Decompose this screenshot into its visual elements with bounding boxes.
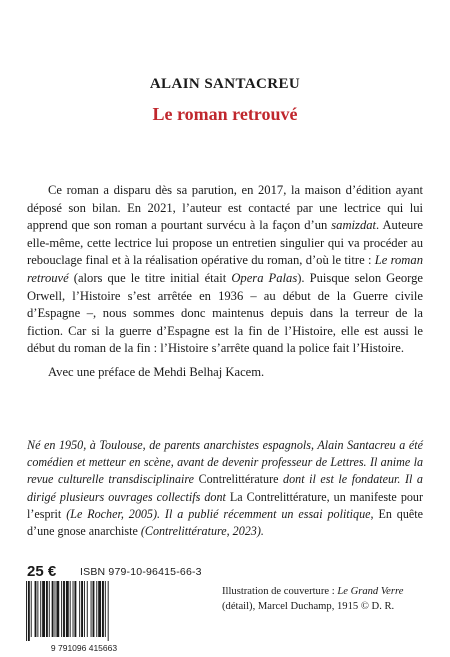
barcode-bar [79,581,80,637]
barcode-digits: 9 791096 415663 [50,643,118,653]
barcode-bar [84,581,85,637]
preface-line: Avec une préface de Mehdi Belhaj Kacem. [48,364,265,379]
author-name: ALAIN SANTACREU [149,76,301,92]
barcode-bar [56,581,59,637]
barcode-bar [81,581,83,637]
barcode-bar [98,581,101,637]
barcode-bar [102,581,104,637]
author-bio [27,437,423,540]
barcode-bar [35,581,37,637]
summary-span: Ce roman a disparu dès sa parution, en 2017, la maison d’édition ayant déposé son bilan. En 2021, l’auteur est contacté par une lectrice qui lui apprend que son roman a pourtant survécu à la façon d’un [27,183,423,233]
credit-span: Illustration de couverture : [222,586,338,597]
bio-span: dont il est le fondateur. Il a dirigé plusieurs ouvrages collectifs dont [27,472,423,504]
barcode-bar [93,581,95,637]
credit-work-italic: Le Grand Verre [337,586,404,597]
barcode-bar [73,581,74,637]
barcode-bar [66,581,69,637]
summary-text [27,182,423,382]
title-italic: Le roman retrouvé [27,253,423,285]
barcode-bar [26,581,27,641]
barcode-bar [28,581,30,641]
barcode-bar [74,581,76,637]
opera-palas-italic: Opera Palas [231,270,298,285]
barcode [18,579,150,653]
summary-span: . Auteure elle-même, cette lectrice lui propose un entretien singulier qui va procéder au rebouclage final et à la réalisation opérative du roman, d’où le titre : [27,218,424,268]
bio-span: En quête d’une gnose anarchiste [27,506,423,539]
barcode-bar [52,581,54,637]
bio-span: Contrelittérature [198,472,279,487]
barcode-bar [61,581,62,637]
barcode-bar [31,581,32,637]
barcode-bar [37,581,38,637]
bio-span: Né en 1950, à Toulouse, de parents anarchistes espagnols, Alain Santacreu a été comédien et metteur en scène, avant de devenir professeur de Lettres. Il anime la revue culturelle transdisciplinaire [27,438,423,487]
price-label: 25 € [27,563,57,580]
credit-span: (détail), Marcel Duchamp, 1915 © D. R. [222,600,395,612]
barcode-graphic [18,579,150,653]
cover-credit [222,585,424,614]
barcode-bar [40,581,41,637]
book-title: Le roman retrouvé [152,104,298,124]
samizdat-italic: samizdat [331,218,377,233]
barcode-bar [108,581,109,641]
bio-span: La Contrelittérature, un manifeste pour l’esprit [27,489,423,521]
barcode-bar [49,581,50,637]
barcode-bar [105,581,106,637]
bio-span: (Le Rocher, 2005). Il a publié récemment un essai politique, [61,506,379,521]
bio-span: (Contrelittérature, 2023). [137,524,264,539]
summary-span: ). Puisque selon George Orwell, l’Histoire s’est arrêtée en 1936 – au début de la Guerre civile d’Espagne –, nous sommes donc maintenus depuis dans la terreur de la fiction. Car si la guerre d’Espagne est la fin de l’Histoire, elle est aussi le début du roman de la fin : l’Histoire s’arrête quand la police fait l’Histoire. [27,270,424,356]
barcode-bar [70,581,71,637]
barcode-bar [87,581,88,637]
summary-paragraph [27,182,423,358]
summary-span: (alors que le titre initial était [68,270,232,285]
isbn-label: ISBN 979-10-96415-66-3 [80,566,202,578]
barcode-bar [42,581,45,637]
barcode-bar [46,581,48,637]
barcode-bar [91,581,92,637]
barcode-bar [96,581,97,637]
barcode-bar [55,581,56,637]
barcode-bar [63,581,65,637]
